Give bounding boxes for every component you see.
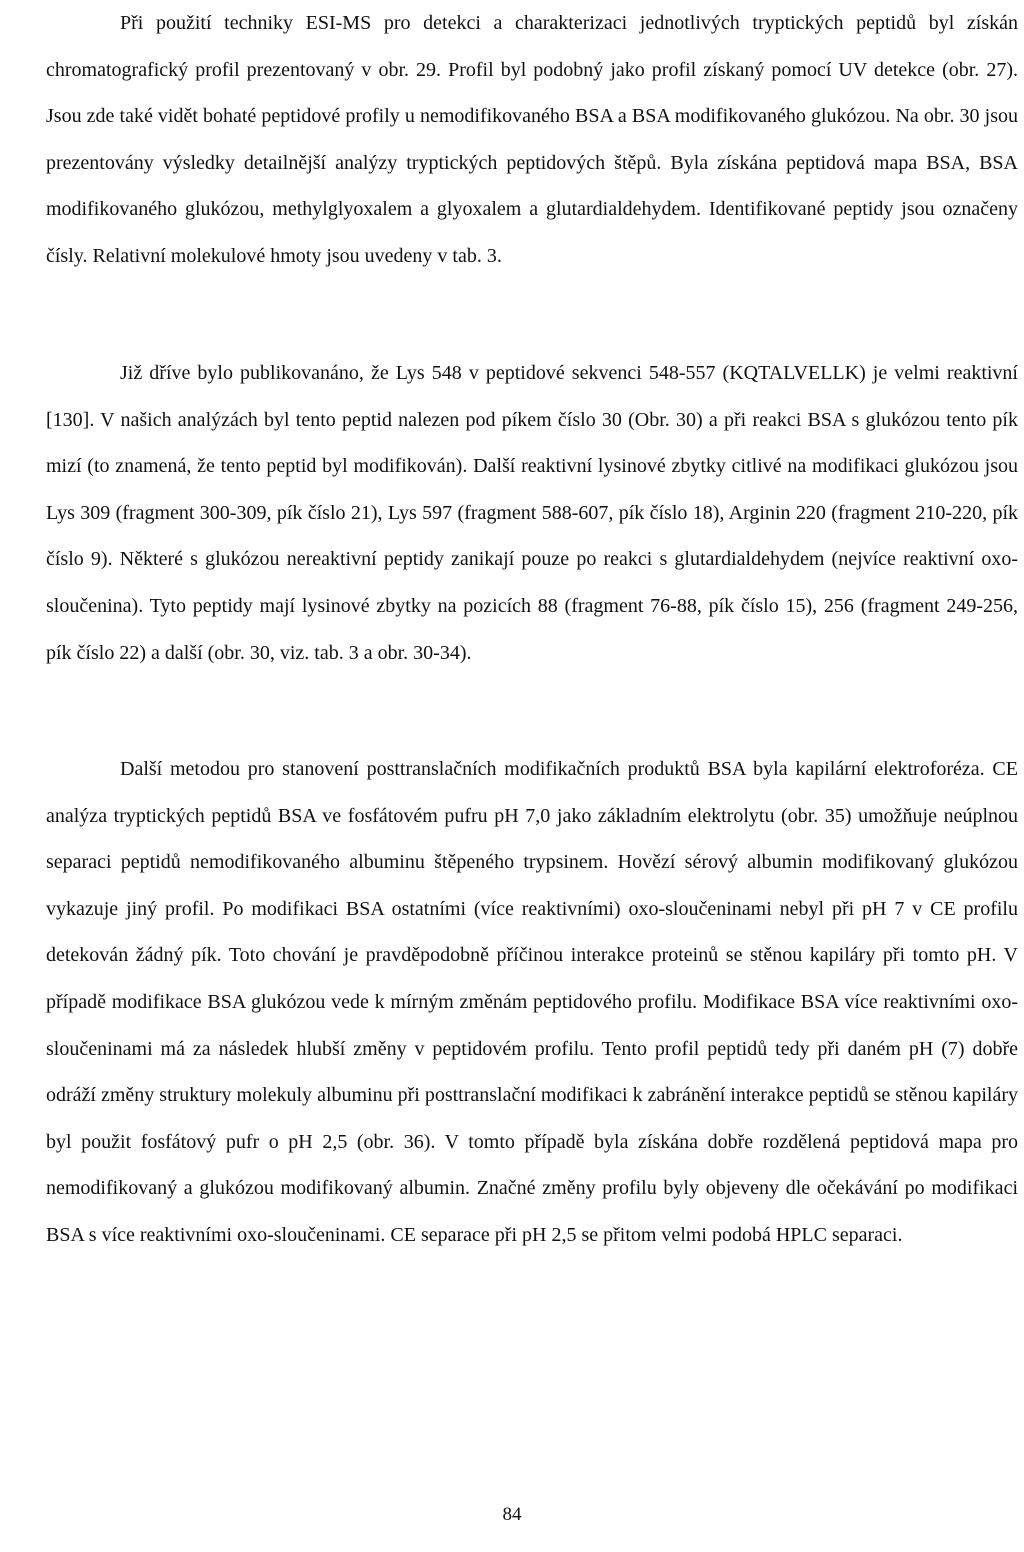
paragraph-reactive-lysines: Již dříve bylo publikovanáno, že Lys 548 v peptidové sekvenci 548-557 (KQTALVELLK) je velmi reaktivní [130]. V našich analýzách byl tento peptid nalezen pod píkem číslo 30 (Obr. 30) a při reakci BSA s glukózou tento pík mizí (to znamená, že tento peptid byl modifikován). Další reaktivní lysinové zbytky citlivé na modifikaci glukózou jsou Lys 309 (fragment 300-309, pík číslo 21), Lys 597 (fragment 588-607, pík číslo 18), Arginin 220 (fragment 210-220, pík číslo 9). Některé s glukózou nereaktivní peptidy zanikají pouze po reakci s glutardialdehydem (nejvíce reaktivní oxo-sloučenina). Tyto peptidy mají lysinové zbytky na pozicích 88 (fragment 76-88, pík číslo 15), 256 (fragment 249-256, pík číslo 22) a další (obr. 30, viz. tab. 3 a obr. 30-34). [46,362,1018,664]
page-number: 84 [502,1504,522,1525]
paragraph-capillary-electrophoresis: Další metodou pro stanovení posttranslačních modifikačních produktů BSA byla kapilární elektroforéza. CE analýza tryptických peptidů BSA ve fosfátovém pufru pH 7,0 jako základním elektrolytu (obr. 35) umožňuje neúplnou separaci peptidů nemodifikovaného albuminu štěpeného trypsinem. Hovězí sérový albumin modifikovaný glukózou vykazuje jiný profil. Po modifikaci BSA ostatními (více reaktivními) oxo-sloučeninami nebyl při pH 7 v CE profilu detekován žádný pík. Toto chování je pravděpodobně příčinou interakce proteinů se stěnou kapiláry při tomto pH. V případě modifikace BSA glukózou vede k mírným změnám peptidového profilu. Modifikace BSA více reaktivními oxo-sloučeninami má za následek hlubší změny v peptidovém profilu. Tento profil peptidů tedy při daném pH (7) dobře odráží změny struktury molekuly albuminu při posttranslační modifikaci k zabránění interakce peptidů se stěnou kapiláry byl použit fosfátový pufr o pH 2,5 (obr. 36). V tomto případě byla získána dobře rozdělená peptidová mapa pro nemodifikovaný a glukózou modifikovaný albumin. Značné změny profilu byly objeveny dle očekávání po modifikaci BSA s více reaktivními oxo-sloučeninami. CE separace při pH 2,5 se přitom velmi podobá HPLC separaci. [46,758,1018,1246]
paragraph-esi-ms-profiles: Při použití techniky ESI-MS pro detekci a charakterizaci jednotlivých tryptických peptidů byl získán chromatografický profil prezentovaný v obr. 29. Profil byl podobný jako profil získaný pomocí UV detekce (obr. 27). Jsou zde také vidět bohaté peptidové profily u nemodifikovaného BSA a BSA modifikovaného glukózou. Na obr. 30 jsou prezentovány výsledky detailnější analýzy tryptických peptidových štěpů. Byla získána peptidová mapa BSA, BSA modifikovaného glukózou, methylglyoxalem a glyoxalem a glutardialdehydem. Identifikované peptidy jsou označeny čísly. Relativní molekulové hmoty jsou uvedeny v tab. 3. [46,12,1018,267]
